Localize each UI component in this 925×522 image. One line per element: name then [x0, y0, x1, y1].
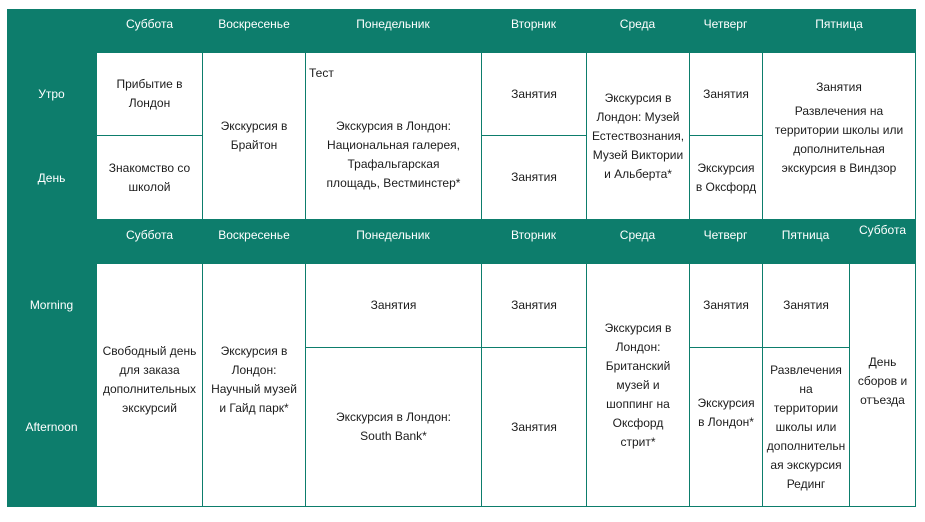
- table1-header-friday: Пятница: [762, 9, 916, 52]
- table1-cell-monday-excursion: Экскурсия в Лондон: Национальная галерея, Трафальгарская площадь, Вестминстер*: [326, 119, 461, 190]
- table1-cell-friday: [762, 52, 916, 220]
- table1-cell-sat-day: Знакомство со школой: [96, 135, 203, 220]
- table1-row-label-day: День: [7, 136, 96, 220]
- table2-header-tuesday: Вторник: [481, 220, 586, 263]
- table2-header-friday: Пятница: [762, 220, 849, 263]
- table2-header-saturday: Суббота: [96, 220, 203, 263]
- table2-cell-thu-morning: Занятия: [689, 263, 763, 348]
- table2-header-saturday-2: Суббота: [849, 220, 916, 263]
- table2-header-thursday: Четверг: [689, 220, 762, 263]
- table1-cell-monday: [305, 52, 482, 220]
- table1-header-saturday: Суббота: [96, 9, 203, 52]
- table1-cell-tue-day: Занятия: [481, 135, 587, 220]
- table1-header-corner: [7, 9, 96, 52]
- table2-cell-sunday: Экскурсия в Лондон: Научный музей и Гайд парк*: [202, 263, 306, 507]
- table2-header-wednesday: Среда: [586, 220, 689, 263]
- table2-row-label-morning: Morning: [7, 263, 96, 347]
- table2-cell-wednesday: Экскурсия в Лондон: Британский музей и шоппинг на Оксфорд стрит*: [586, 263, 690, 507]
- table2-cell-mon-morning: Занятия: [305, 263, 482, 348]
- table2-cell-thu-afternoon: Экскурсия в Лондон*: [689, 347, 763, 507]
- table2-cell-fri-afternoon: Развлечения на территории школы или дополнительная экскурсия Рединг: [762, 347, 850, 507]
- table2-cell-saturday: Свободный день для заказа дополнительных экскурсий: [96, 263, 203, 507]
- table1-header-thursday: Четверг: [689, 9, 762, 52]
- table1-cell-thu-morning: Занятия: [689, 52, 763, 136]
- table1-header-monday: Понедельник: [305, 9, 481, 52]
- table1-cell-wednesday: Экскурсия в Лондон: Музей Естествознания, Музей Виктории и Альберта*: [586, 52, 690, 220]
- table2-row-label-afternoon: Afternoon: [7, 347, 96, 507]
- table2-cell-mon-afternoon: Экскурсия в Лондон: South Bank*: [305, 347, 482, 507]
- table1-cell-thu-day: Экскурсия в Оксфорд: [689, 135, 763, 220]
- table1-header-sunday: Воскресенье: [203, 9, 305, 52]
- table1-cell-sat-morning: Прибытие в Лондон: [96, 52, 203, 136]
- table1-header-tuesday: Вторник: [481, 9, 586, 52]
- table2-cell-tue-afternoon: Занятия: [481, 347, 587, 507]
- table1-cell-tue-morning: Занятия: [481, 52, 587, 136]
- table2-header-monday: Понедельник: [305, 220, 481, 263]
- table1-cell-sunday: Экскурсия в Брайтон: [202, 52, 306, 220]
- table2-cell-fri-morning: Занятия: [762, 263, 850, 348]
- table2-cell-saturday-2: День сборов и отъезда: [849, 263, 916, 507]
- table1-cell-friday-entertainment: Развлечения на территории школы или дополнительная экскурсия в Виндзор: [774, 104, 904, 175]
- table1-header-wednesday: Среда: [586, 9, 689, 52]
- table1-cell-monday-test: Тест: [309, 66, 334, 80]
- table2-header-sunday: Воскресенье: [203, 220, 305, 263]
- table1-row-label-morning: Утро: [7, 52, 96, 136]
- table2-header-corner: [7, 220, 96, 263]
- table1-cell-friday-classes: Занятия: [816, 80, 862, 94]
- table2-cell-tue-morning: Занятия: [481, 263, 587, 348]
